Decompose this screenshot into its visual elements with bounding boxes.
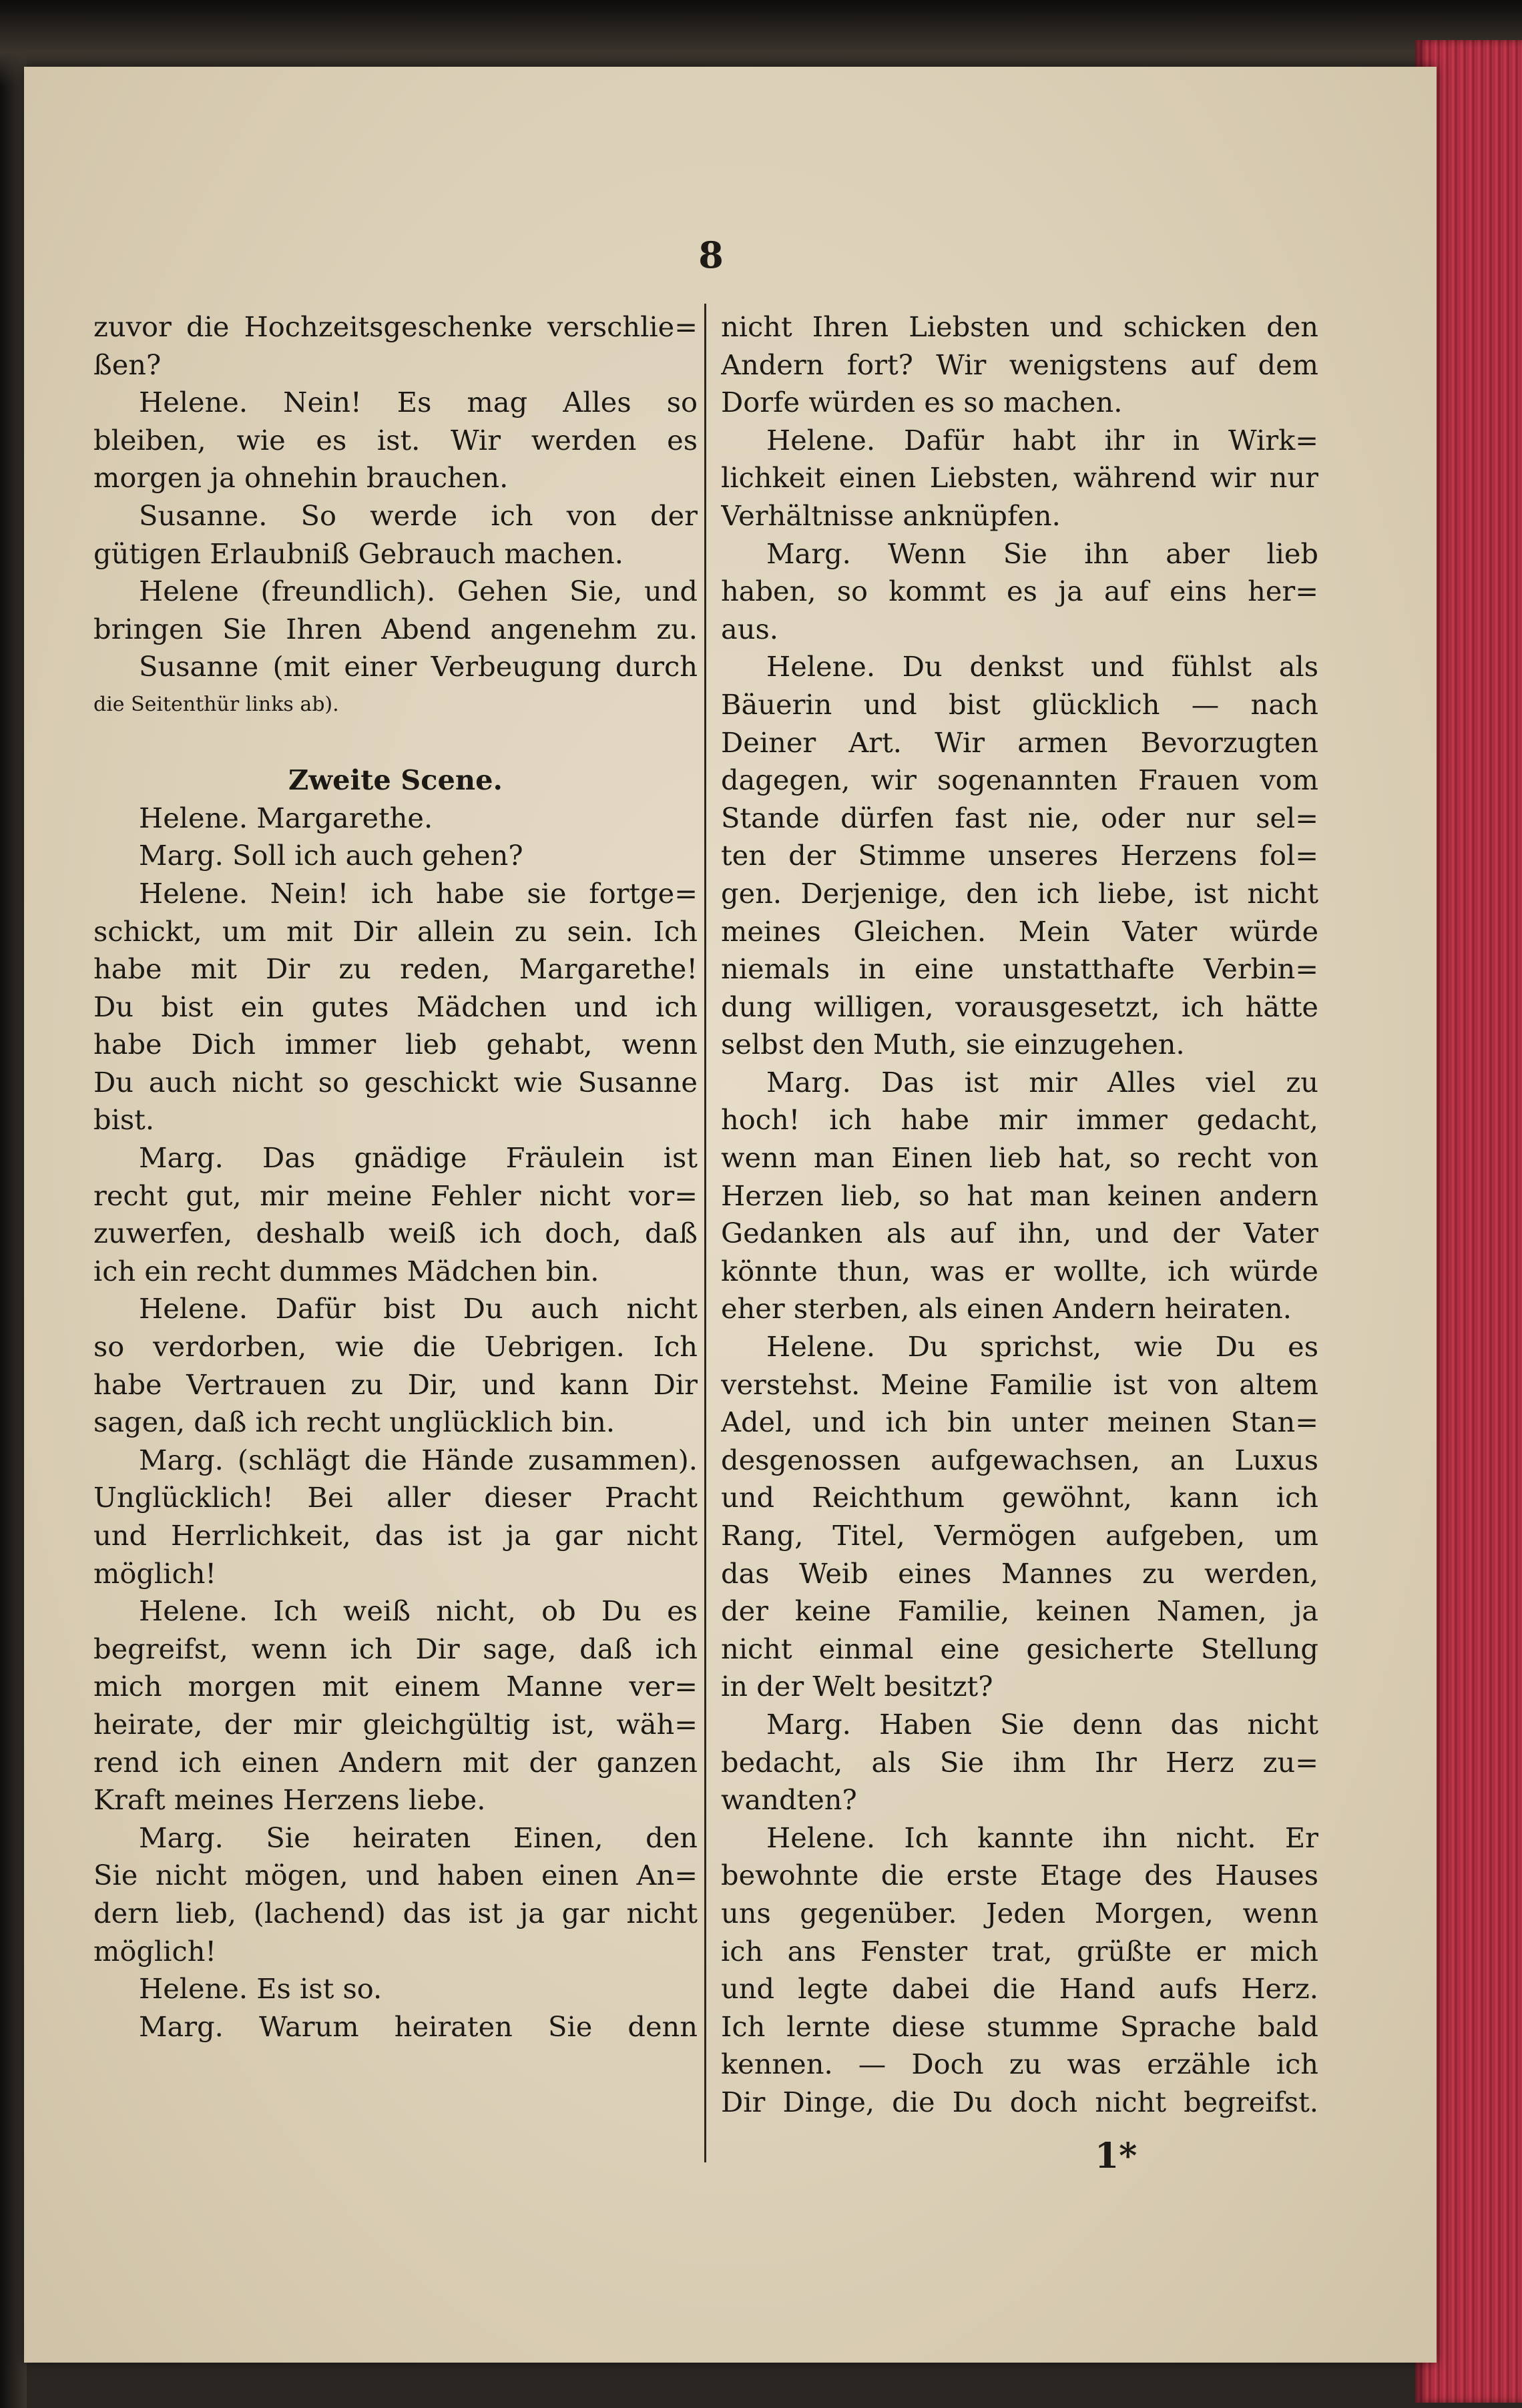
text-line: Gedanken als auf ihn, und der Vater bbox=[721, 1217, 1318, 1250]
text-line: desgenossen aufgewachsen, an Luxus bbox=[721, 1443, 1318, 1476]
text-line: dern lieb, (lachend) das ist ja gar nicht bbox=[93, 1896, 698, 1929]
text-line: und Reichthum gewöhnt, kann ich bbox=[721, 1481, 1318, 1514]
text-line: ßen? bbox=[93, 348, 162, 381]
text-line: Stande dürfen fast nie, oder nur sel= bbox=[721, 801, 1318, 834]
text-line: morgen ja ohnehin brauchen. bbox=[93, 461, 509, 495]
text-line: rend ich einen Andern mit der ganzen bbox=[93, 1745, 698, 1779]
text-line: uns gegenüber. Jeden Morgen, wenn bbox=[721, 1896, 1318, 1929]
text-line: bringen Sie Ihren Abend angenehm zu. bbox=[93, 612, 698, 645]
text-line: Andern fort? Wir wenigstens auf dem bbox=[721, 348, 1318, 381]
text-line: gütigen Erlaubniß Gebrauch machen. bbox=[93, 537, 623, 570]
text-line: habe mit Dir zu reden, Margarethe! bbox=[93, 952, 698, 986]
text-line: verstehst. Meine Familie ist von altem bbox=[721, 1368, 1318, 1401]
text-line: Helene. Nein! Es mag Alles so bbox=[139, 386, 698, 419]
text-line: Helene. Margarethe. bbox=[139, 801, 433, 834]
text-line: Marg. Das ist mir Alles viel zu bbox=[766, 1065, 1318, 1099]
text-line: haben, so kommt es ja auf eins her= bbox=[721, 575, 1318, 608]
text-line: das Weib eines Mannes zu werden, bbox=[721, 1556, 1318, 1590]
text-line: selbst den Muth, sie einzugehen. bbox=[721, 1028, 1185, 1061]
text-line: bewohnte die erste Etage des Hauses bbox=[721, 1859, 1318, 1892]
text-line: Dir Dinge, die Du doch nicht begreifst. bbox=[721, 2085, 1318, 2118]
text-line: dagegen, wir sogenannten Frauen vom bbox=[721, 764, 1318, 797]
text-line: Helene. Du denkst und fühlst als bbox=[766, 650, 1318, 683]
text-line: aus. bbox=[721, 612, 778, 645]
text-line: Helene. Nein! ich habe sie fortge= bbox=[139, 876, 698, 910]
text-line: meines Gleichen. Mein Vater würde bbox=[721, 914, 1318, 948]
text-line: Rang, Titel, Vermögen aufgeben, um bbox=[721, 1519, 1318, 1552]
text-line: Bäuerin und bist glücklich — nach bbox=[721, 687, 1318, 721]
text-line: Susanne. So werde ich von der bbox=[139, 499, 698, 532]
text-line: Helene. Dafür bist Du auch nicht bbox=[139, 1292, 698, 1325]
text-line: und Herrlichkeit, das ist ja gar nicht bbox=[93, 1519, 698, 1552]
text-line: eher sterben, als einen Andern heiraten. bbox=[721, 1292, 1292, 1325]
text-line: Sie nicht mögen, und haben einen An= bbox=[93, 1859, 698, 1892]
text-line: wandten? bbox=[721, 1783, 857, 1817]
text-line bbox=[93, 724, 698, 762]
text-line: habe Dich immer lieb gehabt, wenn bbox=[93, 1028, 698, 1061]
text-line: ich ans Fenster trat, grüßte er mich bbox=[721, 1934, 1318, 1968]
text-line: Helene. Ich kannte ihn nicht. Er bbox=[766, 1821, 1318, 1854]
text-line: ten der Stimme unseres Herzens fol= bbox=[721, 839, 1318, 872]
text-line: Zweite Scene. bbox=[288, 764, 503, 797]
text-line: Marg. Warum heiraten Sie denn bbox=[139, 2010, 698, 2043]
text-line: kennen. — Doch zu was erzähle ich bbox=[721, 2048, 1318, 2081]
text-line: möglich! bbox=[93, 1556, 217, 1590]
text-line: Du bist ein gutes Mädchen und ich bbox=[93, 990, 698, 1023]
text-line: Dorfe würden es so machen. bbox=[721, 386, 1123, 419]
text-line: lichkeit einen Liebsten, während wir nur bbox=[721, 461, 1318, 495]
page-number: 8 bbox=[698, 234, 724, 276]
text-line: Kraft meines Herzens liebe. bbox=[93, 1783, 486, 1817]
text-line: Marg. Sie heiraten Einen, den bbox=[139, 1821, 698, 1854]
text-line: möglich! bbox=[93, 1934, 217, 1968]
text-line: Helene. Du sprichst, wie Du es bbox=[766, 1330, 1318, 1364]
text-line: Marg. (schlägt die Hände zusammen). bbox=[139, 1443, 698, 1476]
column-divider bbox=[704, 304, 706, 2162]
text-line: bedacht, als Sie ihm Ihr Herz zu= bbox=[721, 1745, 1318, 1779]
text-line: in der Welt besitzt? bbox=[721, 1670, 993, 1703]
text-line: Helene. Ich weiß nicht, ob Du es bbox=[139, 1594, 698, 1628]
text-line: habe Vertrauen zu Dir, und kann Dir bbox=[93, 1368, 698, 1401]
text-line: begreifst, wenn ich Dir sage, daß ich bbox=[93, 1632, 698, 1665]
text-line: bleiben, wie es ist. Wir werden es bbox=[93, 423, 698, 457]
text-line: Marg. Soll ich auch gehen? bbox=[139, 839, 523, 872]
text-line: Helene. Es ist so. bbox=[139, 1972, 383, 2006]
text-line: dung willigen, vorausgesetzt, ich hätte bbox=[721, 990, 1318, 1023]
text-line: Du auch nicht so geschickt wie Susanne bbox=[93, 1065, 698, 1099]
book-spine-left bbox=[0, 0, 27, 2408]
text-line: Deiner Art. Wir armen Bevorzugten bbox=[721, 725, 1318, 759]
right-text-column bbox=[721, 308, 1318, 2122]
text-line: schickt, um mit Dir allein zu sein. Ich bbox=[93, 914, 698, 948]
text-line: Helene (freundlich). Gehen Sie, und bbox=[139, 575, 698, 608]
text-line: so verdorben, wie die Uebrigen. Ich bbox=[93, 1330, 698, 1364]
left-text-column bbox=[93, 308, 698, 2046]
text-line: recht gut, mir meine Fehler nicht vor= bbox=[93, 1179, 698, 1212]
text-line: Marg. Wenn Sie ihn aber lieb bbox=[766, 537, 1318, 570]
signature-mark: 1* bbox=[1095, 2136, 1137, 2176]
text-line: ich ein recht dummes Mädchen bin. bbox=[93, 1254, 599, 1287]
text-line: wenn man Einen lieb hat, so recht von bbox=[721, 1141, 1318, 1175]
text-line: gen. Derjenige, den ich liebe, ist nicht bbox=[721, 876, 1318, 910]
text-line: sagen, daß ich recht unglücklich bin. bbox=[93, 1406, 615, 1439]
text-line: der keine Familie, keinen Namen, ja bbox=[721, 1594, 1318, 1628]
text-line: Verhältnisse anknüpfen. bbox=[721, 499, 1061, 532]
text-line: Helene. Dafür habt ihr in Wirk= bbox=[766, 423, 1318, 457]
text-line: Susanne (mit einer Verbeugung durch bbox=[139, 650, 698, 683]
text-line: zuwerfen, deshalb weiß ich doch, daß bbox=[93, 1217, 698, 1250]
text-line: die Seitenthür links ab). bbox=[93, 692, 339, 716]
text-line: nicht Ihren Liebsten und schicken den bbox=[721, 310, 1318, 343]
text-line: Unglücklich! Bei aller dieser Pracht bbox=[93, 1481, 698, 1514]
text-line: Marg. Das gnädige Fräulein ist bbox=[139, 1141, 698, 1175]
text-line: Herzen lieb, so hat man keinen andern bbox=[721, 1179, 1318, 1212]
text-line: Marg. Haben Sie denn das nicht bbox=[766, 1707, 1318, 1741]
text-line: heirate, der mir gleichgültig ist, wäh= bbox=[93, 1707, 698, 1741]
text-line: und legte dabei die Hand aufs Herz. bbox=[721, 1972, 1318, 2006]
text-line: Ich lernte diese stumme Sprache bald bbox=[721, 2010, 1318, 2043]
text-line: bist. bbox=[93, 1103, 155, 1137]
text-line: mich morgen mit einem Manne ver= bbox=[93, 1670, 698, 1703]
text-line: könnte thun, was er wollte, ich würde bbox=[721, 1254, 1318, 1287]
text-line: nicht einmal eine gesicherte Stellung bbox=[721, 1632, 1318, 1665]
text-line: zuvor die Hochzeitsgeschenke verschlie= bbox=[93, 310, 698, 343]
text-line: niemals in eine unstatthafte Verbin= bbox=[721, 952, 1318, 986]
text-line: hoch! ich habe mir immer gedacht, bbox=[721, 1103, 1318, 1137]
text-line: Adel, und ich bin unter meinen Stan= bbox=[721, 1406, 1318, 1439]
